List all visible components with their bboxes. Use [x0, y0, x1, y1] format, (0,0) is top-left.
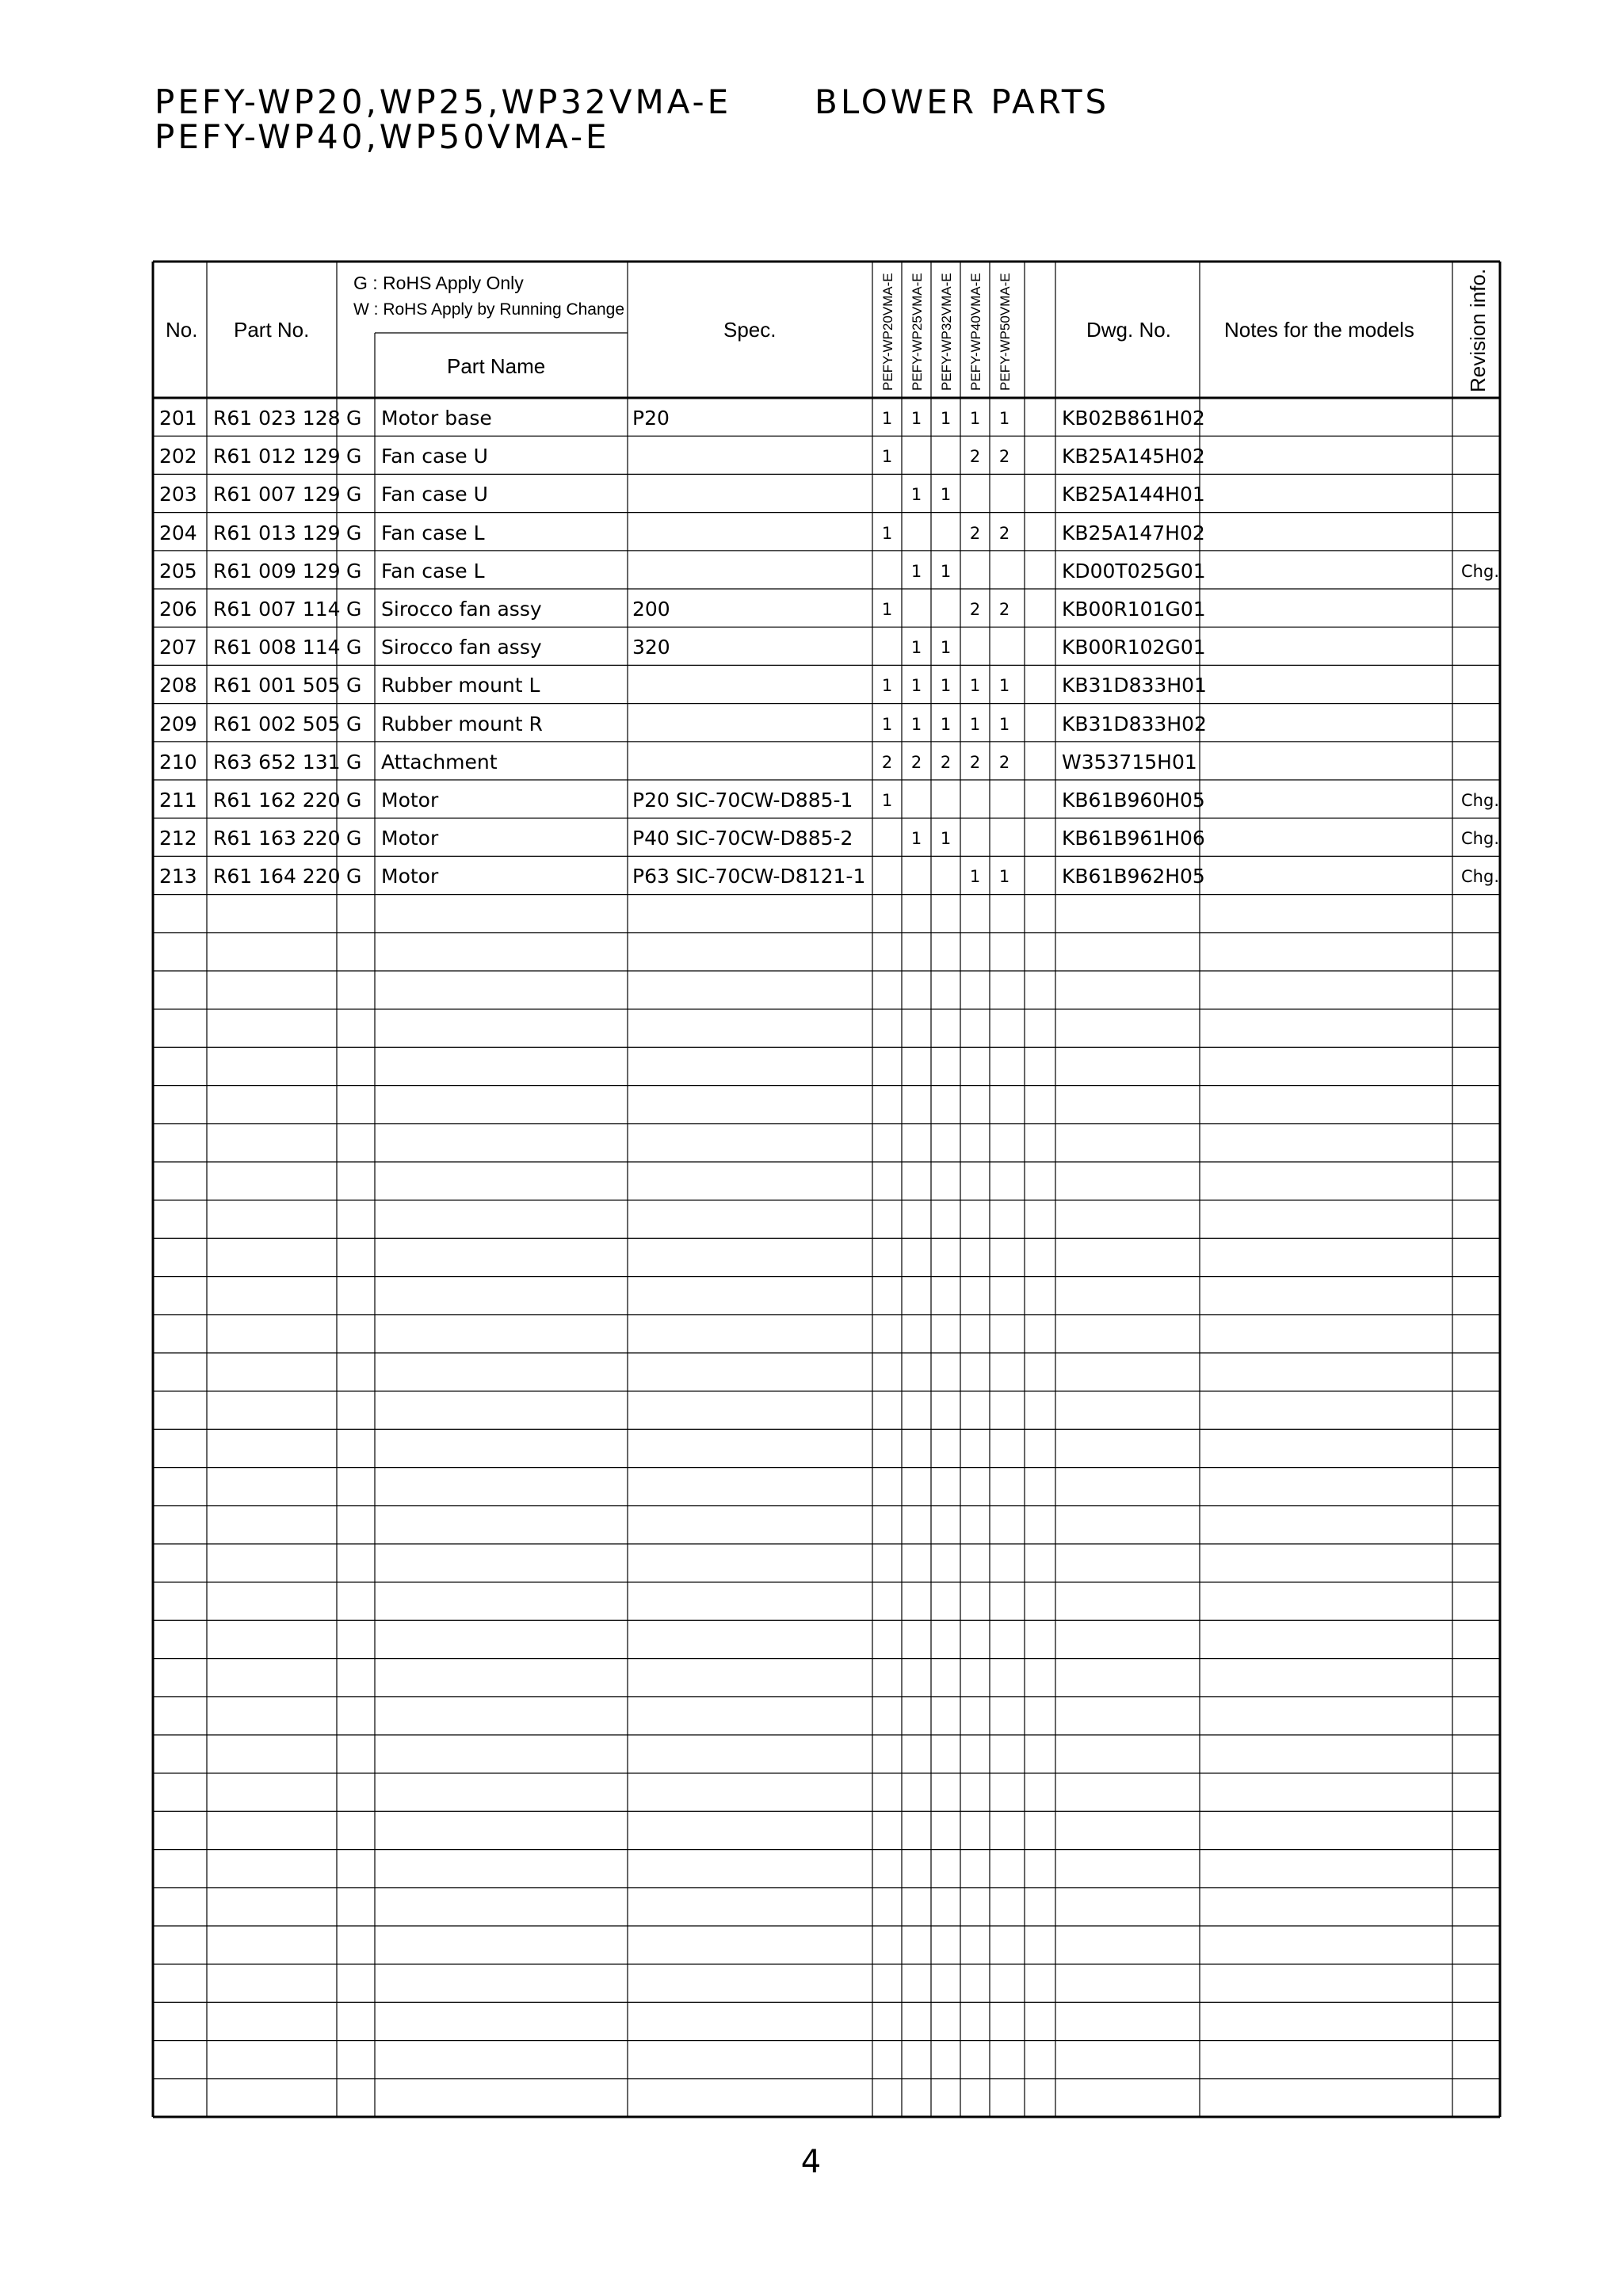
header-no: No. — [166, 318, 198, 342]
row-spec: P20 — [632, 407, 670, 430]
row-qty-model-1 — [872, 476, 902, 514]
row-qty-model-4 — [960, 819, 990, 858]
row-qty-model-4: 2 — [969, 752, 981, 772]
row-qty-model-4: 2 — [969, 523, 981, 543]
row-qty-model-2: 1 — [910, 676, 922, 696]
row-spec: P40 SIC-70CW-D885-2 — [632, 827, 853, 850]
row-qty-model-3: 1 — [940, 485, 952, 505]
row-spec: P20 SIC-70CW-D885-1 — [632, 789, 853, 812]
row-notes — [1204, 819, 1450, 858]
row-part-no: R61 009 129 — [213, 559, 341, 583]
row-qty-model-1: 1 — [881, 523, 893, 543]
row-part-no: R63 652 131 — [213, 750, 341, 774]
row-qty-model-1: 1 — [881, 409, 893, 428]
row-qty-model-5 — [990, 628, 1019, 667]
row-part-name: Rubber mount L — [381, 674, 540, 697]
row-qty-model-4 — [960, 552, 990, 590]
row-qty-model-2 — [902, 514, 931, 552]
row-dwg-no: KB61B961H06 — [1062, 827, 1205, 850]
row-spec: 320 — [632, 636, 670, 659]
header-spec: Spec. — [723, 318, 777, 342]
row-revision — [1453, 476, 1499, 514]
row-rohs-flag: G — [346, 407, 362, 430]
row-spec — [632, 514, 870, 552]
row-spec — [632, 476, 870, 514]
row-qty-model-3: 1 — [940, 409, 952, 428]
row-notes — [1204, 399, 1450, 437]
row-qty-model-5: 1 — [998, 409, 1010, 428]
row-qty-model-4 — [960, 476, 990, 514]
row-rohs-flag: G — [346, 712, 362, 735]
row-rohs-flag: G — [346, 827, 362, 850]
row-dwg-no: KB25A145H02 — [1062, 445, 1205, 468]
header-rohs-w: W : RoHS Apply by Running Change — [353, 300, 625, 319]
row-spec — [632, 705, 870, 743]
row-part-no: R61 162 220 — [213, 789, 341, 812]
row-number: 205 — [159, 559, 197, 583]
row-rohs-flag: G — [346, 598, 362, 621]
row-rohs-flag: G — [346, 865, 362, 888]
row-part-name: Attachment — [381, 750, 498, 774]
row-dwg-no: KD00T025G01 — [1062, 559, 1206, 583]
row-spec — [632, 667, 870, 705]
row-qty-model-5: 1 — [998, 676, 1010, 696]
row-part-name: Motor — [381, 789, 439, 812]
row-part-name: Motor — [381, 827, 439, 850]
row-qty-model-4: 1 — [969, 676, 981, 696]
row-qty-model-1: 1 — [881, 714, 893, 734]
row-part-no: R61 013 129 — [213, 521, 341, 544]
row-qty-model-2: 1 — [910, 829, 922, 849]
row-number: 203 — [159, 483, 197, 506]
row-qty-model-3 — [931, 514, 960, 552]
row-qty-model-1 — [872, 819, 902, 858]
row-revision — [1453, 705, 1499, 743]
row-qty-model-3: 1 — [940, 714, 952, 734]
row-rohs-flag: G — [346, 445, 362, 468]
row-qty-model-4 — [960, 781, 990, 819]
row-qty-model-2: 2 — [910, 752, 922, 772]
row-qty-model-2 — [902, 590, 931, 628]
row-qty-model-1 — [872, 628, 902, 667]
row-revision: Chg. — [1461, 561, 1499, 581]
row-qty-model-2: 1 — [910, 409, 922, 428]
row-qty-model-4: 1 — [969, 714, 981, 734]
row-spec — [632, 437, 870, 476]
row-revision — [1453, 667, 1499, 705]
row-qty-model-3: 1 — [940, 638, 952, 658]
row-qty-model-2 — [902, 858, 931, 896]
row-part-no: R61 001 505 — [213, 674, 341, 697]
header-model-wp20: PEFY-WP20VMA-E — [880, 273, 895, 391]
row-part-no: R61 007 114 — [213, 598, 341, 621]
row-rohs-flag: G — [346, 674, 362, 697]
header-dwg-no: Dwg. No. — [1086, 318, 1171, 342]
row-revision — [1453, 590, 1499, 628]
row-part-no: R61 002 505 — [213, 712, 341, 735]
row-qty-model-5 — [990, 819, 1019, 858]
row-number: 202 — [159, 445, 197, 468]
header-revision: Revision info. — [1466, 268, 1490, 392]
row-notes — [1204, 781, 1450, 819]
row-revision — [1453, 399, 1499, 437]
row-number: 206 — [159, 598, 197, 621]
row-qty-model-2: 1 — [910, 485, 922, 505]
row-qty-model-5: 1 — [998, 867, 1010, 887]
row-qty-model-1 — [872, 552, 902, 590]
row-revision — [1453, 514, 1499, 552]
row-rohs-flag: G — [346, 636, 362, 659]
row-dwg-no: KB25A147H02 — [1062, 521, 1205, 544]
row-qty-model-3: 2 — [940, 752, 952, 772]
row-notes — [1204, 437, 1450, 476]
row-spec: P63 SIC-70CW-D8121-1 — [632, 865, 866, 888]
row-qty-model-5: 2 — [998, 752, 1010, 772]
row-qty-model-5: 1 — [998, 714, 1010, 734]
row-part-name: Sirocco fan assy — [381, 598, 542, 621]
row-qty-model-3 — [931, 590, 960, 628]
row-part-name: Fan case U — [381, 483, 488, 506]
row-qty-model-2 — [902, 781, 931, 819]
row-number: 211 — [159, 789, 197, 812]
row-qty-model-3 — [931, 437, 960, 476]
row-qty-model-1: 1 — [881, 600, 893, 619]
row-dwg-no: KB31D833H02 — [1062, 712, 1207, 735]
row-revision: Chg. — [1461, 791, 1499, 810]
row-qty-model-1: 1 — [881, 447, 893, 467]
row-notes — [1204, 514, 1450, 552]
row-dwg-no: KB00R102G01 — [1062, 636, 1206, 659]
row-qty-model-5: 2 — [998, 523, 1010, 543]
row-number: 213 — [159, 865, 197, 888]
row-spec: 200 — [632, 598, 670, 621]
row-dwg-no: KB02B861H02 — [1062, 407, 1205, 430]
row-qty-model-4: 2 — [969, 447, 981, 467]
row-qty-model-4: 1 — [969, 867, 981, 887]
header-model-wp50: PEFY-WP50VMA-E — [998, 273, 1013, 391]
row-part-name: Fan case L — [381, 521, 485, 544]
row-notes — [1204, 552, 1450, 590]
row-revision — [1453, 437, 1499, 476]
row-part-no: R61 023 128 — [213, 407, 341, 430]
row-number: 204 — [159, 521, 197, 544]
row-part-no: R61 012 129 — [213, 445, 341, 468]
row-notes — [1204, 743, 1450, 781]
header-part-name: Part Name — [447, 354, 546, 378]
row-part-name: Motor — [381, 865, 439, 888]
row-notes — [1204, 858, 1450, 896]
row-spec — [632, 743, 870, 781]
row-part-name: Fan case U — [381, 445, 488, 468]
header-rohs-g: G : RoHS Apply Only — [353, 273, 524, 293]
row-number: 212 — [159, 827, 197, 850]
row-qty-model-4: 1 — [969, 409, 981, 428]
row-rohs-flag: G — [346, 750, 362, 774]
row-notes — [1204, 667, 1450, 705]
row-part-no: R61 164 220 — [213, 865, 341, 888]
row-qty-model-4 — [960, 628, 990, 667]
row-dwg-no: KB25A144H01 — [1062, 483, 1205, 506]
row-qty-model-3: 1 — [940, 561, 952, 581]
row-qty-model-5: 2 — [998, 447, 1010, 467]
row-dwg-no: W353715H01 — [1062, 750, 1197, 774]
row-qty-model-2: 1 — [910, 638, 922, 658]
row-number: 201 — [159, 407, 197, 430]
row-qty-model-3: 1 — [940, 676, 952, 696]
row-part-no: R61 008 114 — [213, 636, 341, 659]
header-model-wp25: PEFY-WP25VMA-E — [910, 273, 925, 391]
header-notes: Notes for the models — [1224, 318, 1414, 342]
row-qty-model-1: 2 — [881, 752, 893, 772]
row-qty-model-5 — [990, 552, 1019, 590]
row-qty-model-2: 1 — [910, 561, 922, 581]
row-qty-model-1 — [872, 858, 902, 896]
row-dwg-no: KB00R101G01 — [1062, 598, 1206, 621]
row-revision: Chg. — [1461, 829, 1499, 849]
row-rohs-flag: G — [346, 559, 362, 583]
row-qty-model-3 — [931, 858, 960, 896]
row-revision — [1453, 628, 1499, 667]
row-qty-model-4: 2 — [969, 600, 981, 619]
row-number: 208 — [159, 674, 197, 697]
row-part-no: R61 007 129 — [213, 483, 341, 506]
row-part-no: R61 163 220 — [213, 827, 341, 850]
row-notes — [1204, 590, 1450, 628]
models-title-line2: PEFY-WP40,WP50VMA-E — [155, 117, 610, 156]
row-dwg-no: KB61B960H05 — [1062, 789, 1205, 812]
row-rohs-flag: G — [346, 789, 362, 812]
row-dwg-no: KB31D833H01 — [1062, 674, 1207, 697]
row-revision — [1453, 743, 1499, 781]
row-qty-model-5: 2 — [998, 600, 1010, 619]
row-qty-model-1: 1 — [881, 676, 893, 696]
header-part-no: Part No. — [234, 318, 310, 342]
row-notes — [1204, 705, 1450, 743]
row-number: 210 — [159, 750, 197, 774]
models-title-line1: PEFY-WP20,WP25,WP32VMA-E — [155, 82, 732, 121]
row-part-name: Fan case L — [381, 559, 485, 583]
row-qty-model-2: 1 — [910, 714, 922, 734]
row-qty-model-2 — [902, 437, 931, 476]
row-part-name: Rubber mount R — [381, 712, 543, 735]
row-qty-model-5 — [990, 781, 1019, 819]
row-number: 207 — [159, 636, 197, 659]
row-dwg-no: KB61B962H05 — [1062, 865, 1205, 888]
row-spec — [632, 552, 870, 590]
row-rohs-flag: G — [346, 483, 362, 506]
header-model-wp32: PEFY-WP32VMA-E — [939, 273, 954, 391]
row-qty-model-3: 1 — [940, 829, 952, 849]
page-number: 4 — [800, 2144, 822, 2180]
header-model-wp40: PEFY-WP40VMA-E — [968, 273, 983, 391]
row-number: 209 — [159, 712, 197, 735]
row-part-name: Sirocco fan assy — [381, 636, 542, 659]
row-rohs-flag: G — [346, 521, 362, 544]
row-revision: Chg. — [1461, 867, 1499, 887]
row-qty-model-3 — [931, 781, 960, 819]
row-qty-model-5 — [990, 476, 1019, 514]
row-notes — [1204, 476, 1450, 514]
row-part-name: Motor base — [381, 407, 492, 430]
row-qty-model-1: 1 — [881, 791, 893, 810]
row-notes — [1204, 628, 1450, 667]
section-title: BLOWER PARTS — [815, 82, 1110, 121]
